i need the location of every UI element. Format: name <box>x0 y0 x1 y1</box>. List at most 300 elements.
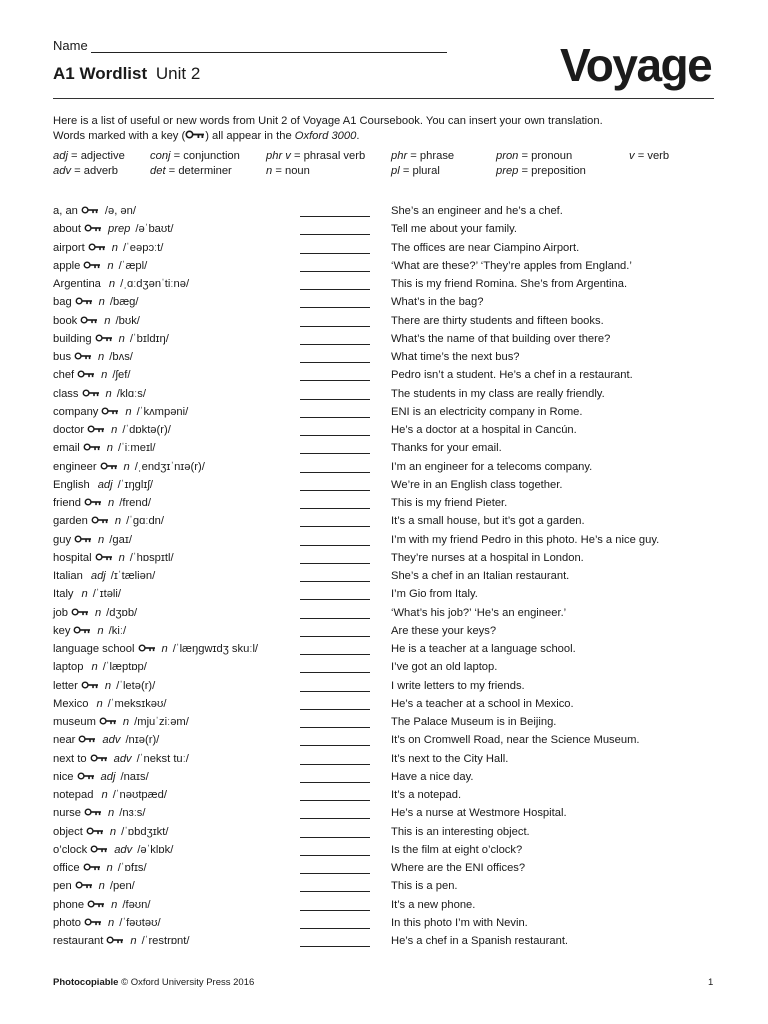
part-of-speech: n <box>98 880 105 893</box>
key-icon <box>88 242 106 254</box>
pronunciation: /ʃef/ <box>112 369 131 382</box>
word-entry <box>53 643 258 655</box>
translation-line[interactable] <box>300 545 370 546</box>
example-sentence: What’s the name of that building over there? <box>391 332 611 345</box>
word-entry <box>53 862 147 874</box>
translation-line[interactable] <box>300 782 370 783</box>
headword: o’clock <box>53 843 88 856</box>
pronunciation: /ˈɒfɪs/ <box>117 862 147 874</box>
pronunciation: /ˈfəʊtəʊ/ <box>119 916 161 929</box>
intro-text <box>53 114 693 143</box>
headword: chef <box>53 369 75 382</box>
headword: doctor <box>53 424 85 436</box>
word-entry <box>53 278 189 290</box>
example-sentence: He’s a teacher at a school in Mexico. <box>391 697 574 710</box>
part-of-speech: n <box>161 643 168 655</box>
word-row <box>53 258 714 276</box>
headword: hospital <box>53 551 92 564</box>
translation-line[interactable] <box>300 928 370 929</box>
key-icon <box>99 716 117 728</box>
headword: nurse <box>53 807 81 820</box>
translation-line[interactable] <box>300 654 370 655</box>
translation-line[interactable] <box>300 818 370 819</box>
word-row <box>53 240 714 258</box>
key-icon <box>87 899 105 911</box>
example-sentence: The students in my class are really friendly. <box>391 387 605 400</box>
example-sentence: I’m Gio from Italy. <box>391 588 478 601</box>
example-sentence: He’s a chef in a Spanish restaurant. <box>391 935 569 947</box>
example-sentence: This is my friend Pieter. <box>391 497 508 509</box>
headword: photo <box>53 916 81 929</box>
headword: nice <box>53 770 74 783</box>
key-icon <box>86 826 104 838</box>
pronunciation: /ˈletə(r)/ <box>116 679 156 692</box>
translation-line[interactable] <box>300 344 370 345</box>
pronunciation: /klɑːs/ <box>116 387 146 400</box>
part-of-speech: n <box>98 533 105 546</box>
key-icon <box>77 369 95 381</box>
word-row <box>53 659 714 677</box>
word-entry <box>53 534 132 546</box>
word-entry <box>53 807 146 819</box>
pronunciation: /gaɪ/ <box>109 533 132 546</box>
example-sentence: ‘What’s his job?’ ‘He’s an engineer.’ <box>391 606 567 619</box>
pronunciation: /ˈgɑːdn/ <box>126 515 165 528</box>
part-of-speech: n <box>97 624 104 637</box>
example-sentence: ENI is an electricity company in Rome. <box>391 405 583 418</box>
word-row <box>53 842 714 860</box>
key-icon <box>91 515 109 527</box>
intro-oxford-3000: Oxford 3000 <box>294 129 357 142</box>
headword: Italy <box>53 588 74 601</box>
headword: bus <box>53 351 72 363</box>
translation-line[interactable] <box>300 855 370 856</box>
headword: class <box>53 387 79 400</box>
example-sentence: Pedro isn’t a student. He’s a chef in a restaurant. <box>391 369 633 382</box>
part-of-speech: n <box>105 387 112 400</box>
page-number: 1 <box>708 977 714 988</box>
word-row <box>53 221 714 239</box>
translation-line[interactable] <box>300 326 370 327</box>
word-entry <box>53 260 147 272</box>
word-row <box>53 605 714 623</box>
translation-line[interactable] <box>300 362 370 363</box>
translation-line[interactable] <box>300 490 370 491</box>
key-icon <box>83 862 101 874</box>
word-entry <box>53 479 153 491</box>
headword: key <box>53 624 71 637</box>
translation-line[interactable] <box>300 910 370 911</box>
word-row <box>53 532 714 550</box>
word-entry <box>53 844 173 856</box>
headword: building <box>53 332 92 345</box>
pronunciation: /fəʊn/ <box>122 898 151 911</box>
abbr-item: pron = pronoun <box>496 150 573 162</box>
headword: pen <box>53 880 72 893</box>
part-of-speech: n <box>122 716 130 728</box>
translation-line[interactable] <box>300 234 370 235</box>
word-entry <box>53 607 137 619</box>
part-of-speech: n <box>106 442 113 455</box>
headword: email <box>53 442 80 455</box>
word-entry <box>53 771 149 783</box>
translation-line[interactable] <box>300 581 370 582</box>
headword: garden <box>53 515 88 528</box>
key-icon <box>83 442 101 454</box>
translation-line[interactable] <box>300 709 370 710</box>
example-sentence: I’m an engineer for a telecoms company. <box>391 460 593 473</box>
key-icon <box>74 351 92 363</box>
word-entry <box>53 424 171 436</box>
word-row <box>53 678 714 696</box>
headword: book <box>53 314 78 327</box>
word-row <box>53 313 714 331</box>
word-row <box>53 860 714 878</box>
part-of-speech: n <box>111 241 118 254</box>
part-of-speech: prep <box>108 223 131 236</box>
name-write-line[interactable] <box>91 39 447 53</box>
word-entry <box>53 388 146 400</box>
translation-line[interactable] <box>300 691 370 692</box>
abbr-item: n = noun <box>266 165 310 177</box>
page-title <box>53 64 200 84</box>
part-of-speech: n <box>104 679 112 692</box>
word-entry <box>53 497 151 509</box>
pronunciation: /pen/ <box>109 880 135 893</box>
key-icon <box>84 497 102 509</box>
word-entry <box>53 296 139 308</box>
translation-line[interactable] <box>300 399 370 400</box>
word-row <box>53 404 714 422</box>
key-icon <box>75 296 93 308</box>
word-entry <box>53 734 159 746</box>
word-row <box>53 422 714 440</box>
headword: notepad <box>53 789 94 801</box>
word-list <box>53 203 714 951</box>
pronunciation: /ˈiːmeɪl/ <box>117 442 156 455</box>
pronunciation: /ˈlæptɒp/ <box>102 661 147 674</box>
example-sentence: It’s a notepad. <box>391 789 462 801</box>
translation-line[interactable] <box>300 618 370 619</box>
headword: company <box>53 405 99 418</box>
translation-line[interactable] <box>300 672 370 673</box>
headword: language school <box>53 643 135 655</box>
key-icon <box>77 771 95 783</box>
translation-line[interactable] <box>300 873 370 874</box>
pronunciation: /ˈbɪldɪŋ/ <box>129 332 169 345</box>
example-sentence: In this photo I’m with Nevin. <box>391 916 528 929</box>
part-of-speech: adj <box>97 478 113 491</box>
pronunciation: /ˈlæŋgwɪdʒ skuːl/ <box>172 643 259 655</box>
example-sentence: It’s a new phone. <box>391 898 476 911</box>
key-icon <box>82 388 100 400</box>
example-sentence: Where are the ENI offices? <box>391 862 526 874</box>
example-sentence: He’s a doctor at a hospital in Cancún. <box>391 424 577 436</box>
example-sentence: This is an interesting object. <box>391 825 530 838</box>
word-entry <box>53 552 174 564</box>
word-entry <box>53 333 169 345</box>
pronunciation: /ˌɑːdʒənˈtiːnə/ <box>120 278 190 290</box>
word-entry <box>53 442 156 454</box>
part-of-speech: adj <box>100 770 116 783</box>
example-sentence: They’re nurses at a hospital in London. <box>391 551 584 564</box>
word-row <box>53 495 714 513</box>
translation-line[interactable] <box>300 216 370 217</box>
translation-line[interactable] <box>300 891 370 892</box>
word-row <box>53 459 714 477</box>
key-icon <box>80 315 98 327</box>
example-sentence: Tell me about your family. <box>391 223 518 236</box>
word-row <box>53 386 714 404</box>
example-sentence: Thanks for your email. <box>391 442 502 455</box>
part-of-speech: adv <box>102 734 121 747</box>
translation-line[interactable] <box>300 636 370 637</box>
translation-line[interactable] <box>300 563 370 564</box>
part-of-speech: n <box>96 697 103 710</box>
part-of-speech: n <box>125 405 132 418</box>
part-of-speech: n <box>114 515 122 528</box>
pronunciation: /əˈbaʊt/ <box>135 223 174 236</box>
part-of-speech: n <box>98 296 105 309</box>
word-row <box>53 568 714 586</box>
word-entry <box>53 223 173 235</box>
word-row <box>53 915 714 933</box>
word-entry <box>53 242 163 254</box>
abbr-item: phr = phrase <box>391 150 455 162</box>
translation-line[interactable] <box>300 800 370 801</box>
translation-line[interactable] <box>300 472 370 473</box>
part-of-speech: n <box>101 789 108 801</box>
key-icon <box>81 680 99 692</box>
pronunciation: /ˈnəʊtpæd/ <box>112 789 167 801</box>
voyage-logo: Voyage <box>560 39 712 91</box>
headword: restaurant <box>53 935 104 947</box>
translation-line[interactable] <box>300 453 370 454</box>
part-of-speech: n <box>101 369 108 382</box>
translation-line[interactable] <box>300 508 370 509</box>
part-of-speech: n <box>130 935 137 947</box>
key-icon <box>84 223 102 235</box>
example-sentence: He is a teacher at a language school. <box>391 643 576 655</box>
part-of-speech: n <box>108 278 116 290</box>
word-row <box>53 787 714 805</box>
intro-line-2 <box>53 129 693 144</box>
word-row <box>53 769 714 787</box>
key-icon <box>71 607 89 619</box>
key-icon <box>78 734 96 746</box>
example-sentence: There are thirty students and fifteen books. <box>391 314 604 327</box>
key-icon <box>185 129 205 144</box>
word-row <box>53 623 714 641</box>
translation-line[interactable] <box>300 435 370 436</box>
headword: airport <box>53 241 85 254</box>
part-of-speech: n <box>111 898 118 911</box>
part-of-speech: n <box>118 332 125 345</box>
footer-copyright: © Oxford University Press 2016 <box>121 977 255 988</box>
headword: about <box>53 223 81 236</box>
word-row <box>53 513 714 531</box>
key-icon <box>84 807 102 819</box>
word-row <box>53 897 714 915</box>
part-of-speech: n <box>104 314 111 327</box>
pronunciation: /ˈmeksɪkəʊ/ <box>107 697 167 710</box>
key-icon <box>83 260 101 272</box>
pronunciation: /ˈæpl/ <box>118 259 148 272</box>
headword: Argentina <box>53 278 101 290</box>
word-entry <box>53 826 168 838</box>
headword: museum <box>53 716 96 728</box>
abbr-item: prep = preposition <box>496 165 586 177</box>
title-unit: Unit 2 <box>155 64 201 83</box>
headword: a, an <box>53 205 78 217</box>
headword: engineer <box>53 460 97 473</box>
pronunciation: /bæg/ <box>109 296 139 309</box>
translation-line[interactable] <box>300 380 370 381</box>
translation-line[interactable] <box>300 764 370 765</box>
headword: friend <box>53 497 81 509</box>
pronunciation: /ˈhɒspɪtl/ <box>129 551 174 564</box>
translation-line[interactable] <box>300 289 370 290</box>
translation-line[interactable] <box>300 946 370 947</box>
example-sentence: Is the film at eight o’clock? <box>391 843 523 856</box>
translation-line[interactable] <box>300 307 370 308</box>
key-icon <box>87 424 105 436</box>
headword: Mexico <box>53 697 89 710</box>
key-icon <box>95 552 113 564</box>
key-icon <box>74 534 92 546</box>
translation-line[interactable] <box>300 837 370 838</box>
example-sentence: We’re in an English class together. <box>391 478 563 491</box>
name-field <box>53 38 447 53</box>
headword: phone <box>53 898 85 911</box>
intro-line-2a: Words marked with a key ( <box>53 129 186 142</box>
translation-line[interactable] <box>300 417 370 418</box>
pronunciation: /ˈkʌmpəni/ <box>136 405 189 418</box>
part-of-speech: n <box>106 862 113 874</box>
word-entry <box>53 716 189 728</box>
example-sentence: I’ve got an old laptop. <box>391 661 498 674</box>
pronunciation: /ˈɪtəli/ <box>92 588 121 601</box>
key-icon <box>95 333 113 345</box>
example-sentence: He’s a nurse at Westmore Hospital. <box>391 807 567 820</box>
word-entry <box>53 515 164 527</box>
translation-line[interactable] <box>300 271 370 272</box>
word-entry <box>53 789 167 801</box>
example-sentence: Are these your keys? <box>391 624 497 637</box>
intro-line-1: Here is a list of useful or new words from Unit 2 of Voyage A1 Coursebook. You can insert your own translation. <box>53 115 603 127</box>
abbr-item: phr v = phrasal verb <box>266 150 366 162</box>
word-row <box>53 294 714 312</box>
headword: near <box>53 734 76 747</box>
part-of-speech: n <box>118 551 125 564</box>
key-icon <box>73 625 91 637</box>
part-of-speech: n <box>111 424 118 436</box>
pronunciation: /ɪˈtæliən/ <box>110 570 156 582</box>
translation-line[interactable] <box>300 745 370 746</box>
part-of-speech: adj <box>90 570 106 582</box>
translation-line[interactable] <box>300 727 370 728</box>
example-sentence: She’s an engineer and he’s a chef. <box>391 205 563 217</box>
word-entry <box>53 205 136 217</box>
headword: bag <box>53 296 72 309</box>
example-sentence: This is my friend Romina. She’s from Argentina. <box>391 278 628 290</box>
word-entry <box>53 917 161 929</box>
pronunciation: /bʌs/ <box>109 351 133 363</box>
abbr-item: pl = plural <box>391 165 440 177</box>
part-of-speech: n <box>108 497 115 509</box>
word-entry <box>53 351 133 363</box>
headword: next to <box>53 752 87 765</box>
key-icon <box>106 935 124 947</box>
headword: apple <box>53 259 81 272</box>
word-row <box>53 824 714 842</box>
word-row <box>53 331 714 349</box>
headword: office <box>53 862 80 874</box>
key-icon <box>75 880 93 892</box>
part-of-speech: n <box>108 916 115 929</box>
example-sentence: The Palace Museum is in Beijing. <box>391 716 557 728</box>
example-sentence: It’s next to the City Hall. <box>391 752 509 765</box>
part-of-speech: adv <box>113 752 132 765</box>
pronunciation: /frend/ <box>119 497 151 509</box>
example-sentence: I write letters to my friends. <box>391 679 525 692</box>
pronunciation: /ˈdɒktə(r)/ <box>122 424 171 436</box>
pronunciation: /mjuˈziːəm/ <box>134 716 189 728</box>
example-sentence: It’s a small house, but it’s got a garden. <box>391 515 585 528</box>
abbreviation-legend <box>53 150 714 180</box>
pronunciation: /ˈɒbdʒɪkt/ <box>121 825 169 838</box>
translation-line[interactable] <box>300 526 370 527</box>
headword: object <box>53 825 83 838</box>
pronunciation: /ˌendʒɪˈnɪə(r)/ <box>134 460 205 473</box>
word-row <box>53 203 714 221</box>
word-entry <box>53 899 151 911</box>
header-divider <box>53 98 714 99</box>
headword: English <box>53 478 90 491</box>
intro-line-2b: ) all appear in the <box>205 129 292 142</box>
word-row <box>53 805 714 823</box>
word-row <box>53 732 714 750</box>
example-sentence: The offices are near Ciampino Airport. <box>391 241 580 254</box>
pronunciation: /kiː/ <box>108 624 127 637</box>
word-row <box>53 878 714 896</box>
abbr-item: adj = adjective <box>53 150 125 162</box>
example-sentence: It’s on Cromwell Road, near the Science Museum. <box>391 734 640 747</box>
example-sentence: She’s a chef in an Italian restaurant. <box>391 570 570 582</box>
translation-line[interactable] <box>300 599 370 600</box>
part-of-speech: n <box>123 460 130 473</box>
abbr-item: v = verb <box>629 150 670 162</box>
example-sentence: What time’s the next bus? <box>391 351 520 363</box>
word-entry <box>53 625 126 637</box>
example-sentence: ‘What are these?’ ‘They’re apples from England.’ <box>391 259 632 272</box>
pronunciation: /əˈklɒk/ <box>137 843 174 856</box>
part-of-speech: n <box>107 259 114 272</box>
key-icon <box>100 461 118 473</box>
word-entry <box>53 753 189 765</box>
abbr-item: det = determiner <box>150 165 232 177</box>
word-entry <box>53 661 147 673</box>
translation-line[interactable] <box>300 253 370 254</box>
word-entry <box>53 935 189 947</box>
word-entry <box>53 570 155 582</box>
footer-photocopiable: Photocopiable <box>53 977 119 988</box>
example-sentence: Have a nice day. <box>391 770 474 783</box>
word-entry <box>53 880 135 892</box>
example-sentence: I’m with my friend Pedro in this photo. He’s a nice guy. <box>391 533 660 546</box>
word-entry <box>53 461 205 473</box>
pronunciation: /dʒɒb/ <box>106 606 138 619</box>
